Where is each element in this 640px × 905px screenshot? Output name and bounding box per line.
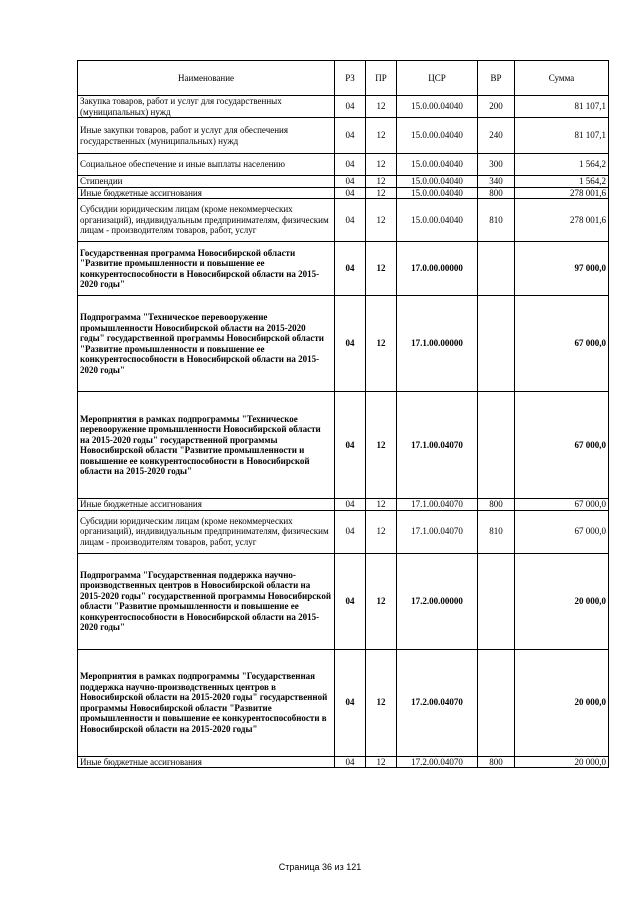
cell-vr: 340 [478, 176, 515, 188]
cell-name: Социальное обеспечение и иные выплаты населению [78, 154, 335, 176]
table-row [78, 649, 609, 756]
cell-name: Подпрограмма "Государственная поддержка научно-производственных центров в Новосибирской области на 2015-2020 годы" государственной программы Новосибирской области "Развитие промышленности и повышение ее конкурентоспособности в Новосибирской области на 2015-2020 годы" [78, 553, 335, 649]
cell-sum: 67 000,0 [515, 296, 609, 392]
cell-sum: 1 564,2 [515, 176, 609, 188]
cell-pr: 12 [366, 296, 397, 392]
cell-name: Иные бюджетные ассигнования [78, 756, 335, 768]
cell-csr: 15.0.00.04040 [397, 187, 478, 199]
cell-rz: 04 [335, 187, 366, 199]
cell-rz: 04 [335, 154, 366, 176]
cell-sum: 97 000,0 [515, 242, 609, 296]
cell-csr: 17.1.00.04070 [397, 499, 478, 511]
cell-sum: 67 000,0 [515, 499, 609, 511]
cell-vr: 240 [478, 118, 515, 154]
cell-rz: 04 [335, 96, 366, 118]
table-row [78, 499, 609, 511]
cell-vr [478, 649, 515, 756]
header-pr: ПР [366, 61, 397, 96]
cell-pr: 12 [366, 649, 397, 756]
cell-sum: 278 001,6 [515, 199, 609, 242]
cell-rz: 04 [335, 756, 366, 768]
table-row [78, 392, 609, 499]
cell-vr: 800 [478, 499, 515, 511]
cell-pr: 12 [366, 510, 397, 553]
cell-rz: 04 [335, 392, 366, 499]
cell-vr: 810 [478, 510, 515, 553]
cell-csr: 17.1.00.04070 [397, 392, 478, 499]
cell-rz: 04 [335, 649, 366, 756]
page-footer: Страница 36 из 121 [278, 862, 362, 872]
table-row [78, 242, 609, 296]
cell-csr: 15.0.00.04040 [397, 154, 478, 176]
table-header-row [78, 61, 609, 96]
cell-vr: 200 [478, 96, 515, 118]
header-vr: ВР [478, 61, 515, 96]
cell-pr: 12 [366, 553, 397, 649]
cell-vr [478, 553, 515, 649]
cell-rz: 04 [335, 553, 366, 649]
cell-sum: 81 107,1 [515, 96, 609, 118]
cell-vr [478, 242, 515, 296]
table-body [78, 96, 609, 768]
cell-pr: 12 [366, 392, 397, 499]
cell-name: Субсидии юридическим лицам (кроме некоммерческих организаций), индивидуальным предпринимателям, физическим лицам - производителям товаров, работ, услуг [78, 199, 335, 242]
cell-pr: 12 [366, 187, 397, 199]
cell-csr: 17.1.00.04070 [397, 510, 478, 553]
cell-csr: 17.1.00.00000 [397, 296, 478, 392]
cell-sum: 278 001,6 [515, 187, 609, 199]
cell-sum: 1 564,2 [515, 154, 609, 176]
cell-csr: 15.0.00.04040 [397, 96, 478, 118]
cell-pr: 12 [366, 176, 397, 188]
header-name: Наименование [78, 61, 335, 96]
table-row [78, 96, 609, 118]
cell-pr: 12 [366, 242, 397, 296]
cell-csr: 17.2.00.04070 [397, 756, 478, 768]
header-sum: Сумма [515, 61, 609, 96]
header-rz: РЗ [335, 61, 366, 96]
cell-rz: 04 [335, 118, 366, 154]
cell-sum: 67 000,0 [515, 392, 609, 499]
cell-rz: 04 [335, 176, 366, 188]
cell-rz: 04 [335, 199, 366, 242]
table-row [78, 187, 609, 199]
cell-pr: 12 [366, 499, 397, 511]
table-row [78, 553, 609, 649]
cell-name: Иные закупки товаров, работ и услуг для обеспечения государственных (муниципальных) нужд [78, 118, 335, 154]
cell-name: Субсидии юридическим лицам (кроме некоммерческих организаций), индивидуальным предпринимателям, физическим лицам - производителям товаров, работ, услуг [78, 510, 335, 553]
cell-pr: 12 [366, 756, 397, 768]
cell-sum: 20 000,0 [515, 756, 609, 768]
table-row [78, 296, 609, 392]
cell-name: Иные бюджетные ассигнования [78, 187, 335, 199]
cell-sum: 20 000,0 [515, 649, 609, 756]
cell-sum: 20 000,0 [515, 553, 609, 649]
cell-pr: 12 [366, 96, 397, 118]
cell-name: Иные бюджетные ассигнования [78, 499, 335, 511]
cell-rz: 04 [335, 510, 366, 553]
cell-csr: 15.0.00.04040 [397, 176, 478, 188]
cell-name: Стипендии [78, 176, 335, 188]
cell-name: Закупка товаров, работ и услуг для государственных (муниципальных) нужд [78, 96, 335, 118]
cell-name: Мероприятия в рамках подпрограммы "Техническое перевооружение промышленности Новосибирской области на 2015-2020 годы" государственной программы Новосибирской области "Развитие промышленности и повышение ее конкурентоспособности в Новосибирской области на 2015-2020 годы" [78, 392, 335, 499]
budget-table [77, 60, 609, 768]
cell-csr: 15.0.00.04040 [397, 199, 478, 242]
cell-sum: 67 000,0 [515, 510, 609, 553]
cell-rz: 04 [335, 499, 366, 511]
table-row [78, 756, 609, 768]
cell-sum: 81 107,1 [515, 118, 609, 154]
cell-csr: 17.2.00.00000 [397, 553, 478, 649]
table-row [78, 510, 609, 553]
cell-pr: 12 [366, 118, 397, 154]
cell-rz: 04 [335, 296, 366, 392]
cell-rz: 04 [335, 242, 366, 296]
cell-vr: 800 [478, 187, 515, 199]
table-row [78, 118, 609, 154]
cell-pr: 12 [366, 154, 397, 176]
cell-csr: 17.2.00.04070 [397, 649, 478, 756]
cell-csr: 15.0.00.04040 [397, 118, 478, 154]
cell-name: Подпрограмма "Техническое перевооружение промышленности Новосибирской области на 2015-2020 годы" государственной программы Новосибирской области "Развитие промышленности и повышение ее конкурентоспособности в Новосибирской области на 2015-2020 годы" [78, 296, 335, 392]
table-row [78, 199, 609, 242]
table-row [78, 154, 609, 176]
table-row [78, 176, 609, 188]
cell-vr [478, 296, 515, 392]
cell-vr: 810 [478, 199, 515, 242]
cell-vr [478, 392, 515, 499]
cell-vr: 300 [478, 154, 515, 176]
cell-name: Государственная программа Новосибирской области "Развитие промышленности и повышение ее конкурентоспособности в Новосибирской области на 2015-2020 годы" [78, 242, 335, 296]
header-csr: ЦСР [397, 61, 478, 96]
cell-pr: 12 [366, 199, 397, 242]
cell-vr: 800 [478, 756, 515, 768]
cell-csr: 17.0.00.00000 [397, 242, 478, 296]
cell-name: Мероприятия в рамках подпрограммы "Государственная поддержка научно-производственных центров в Новосибирской области на 2015-2020 годы" государственной программы Новосибирской области "Развитие промышленности и повышение ее конкурентоспособности в Новосибирской области на 2015-2020 годы" [78, 649, 335, 756]
